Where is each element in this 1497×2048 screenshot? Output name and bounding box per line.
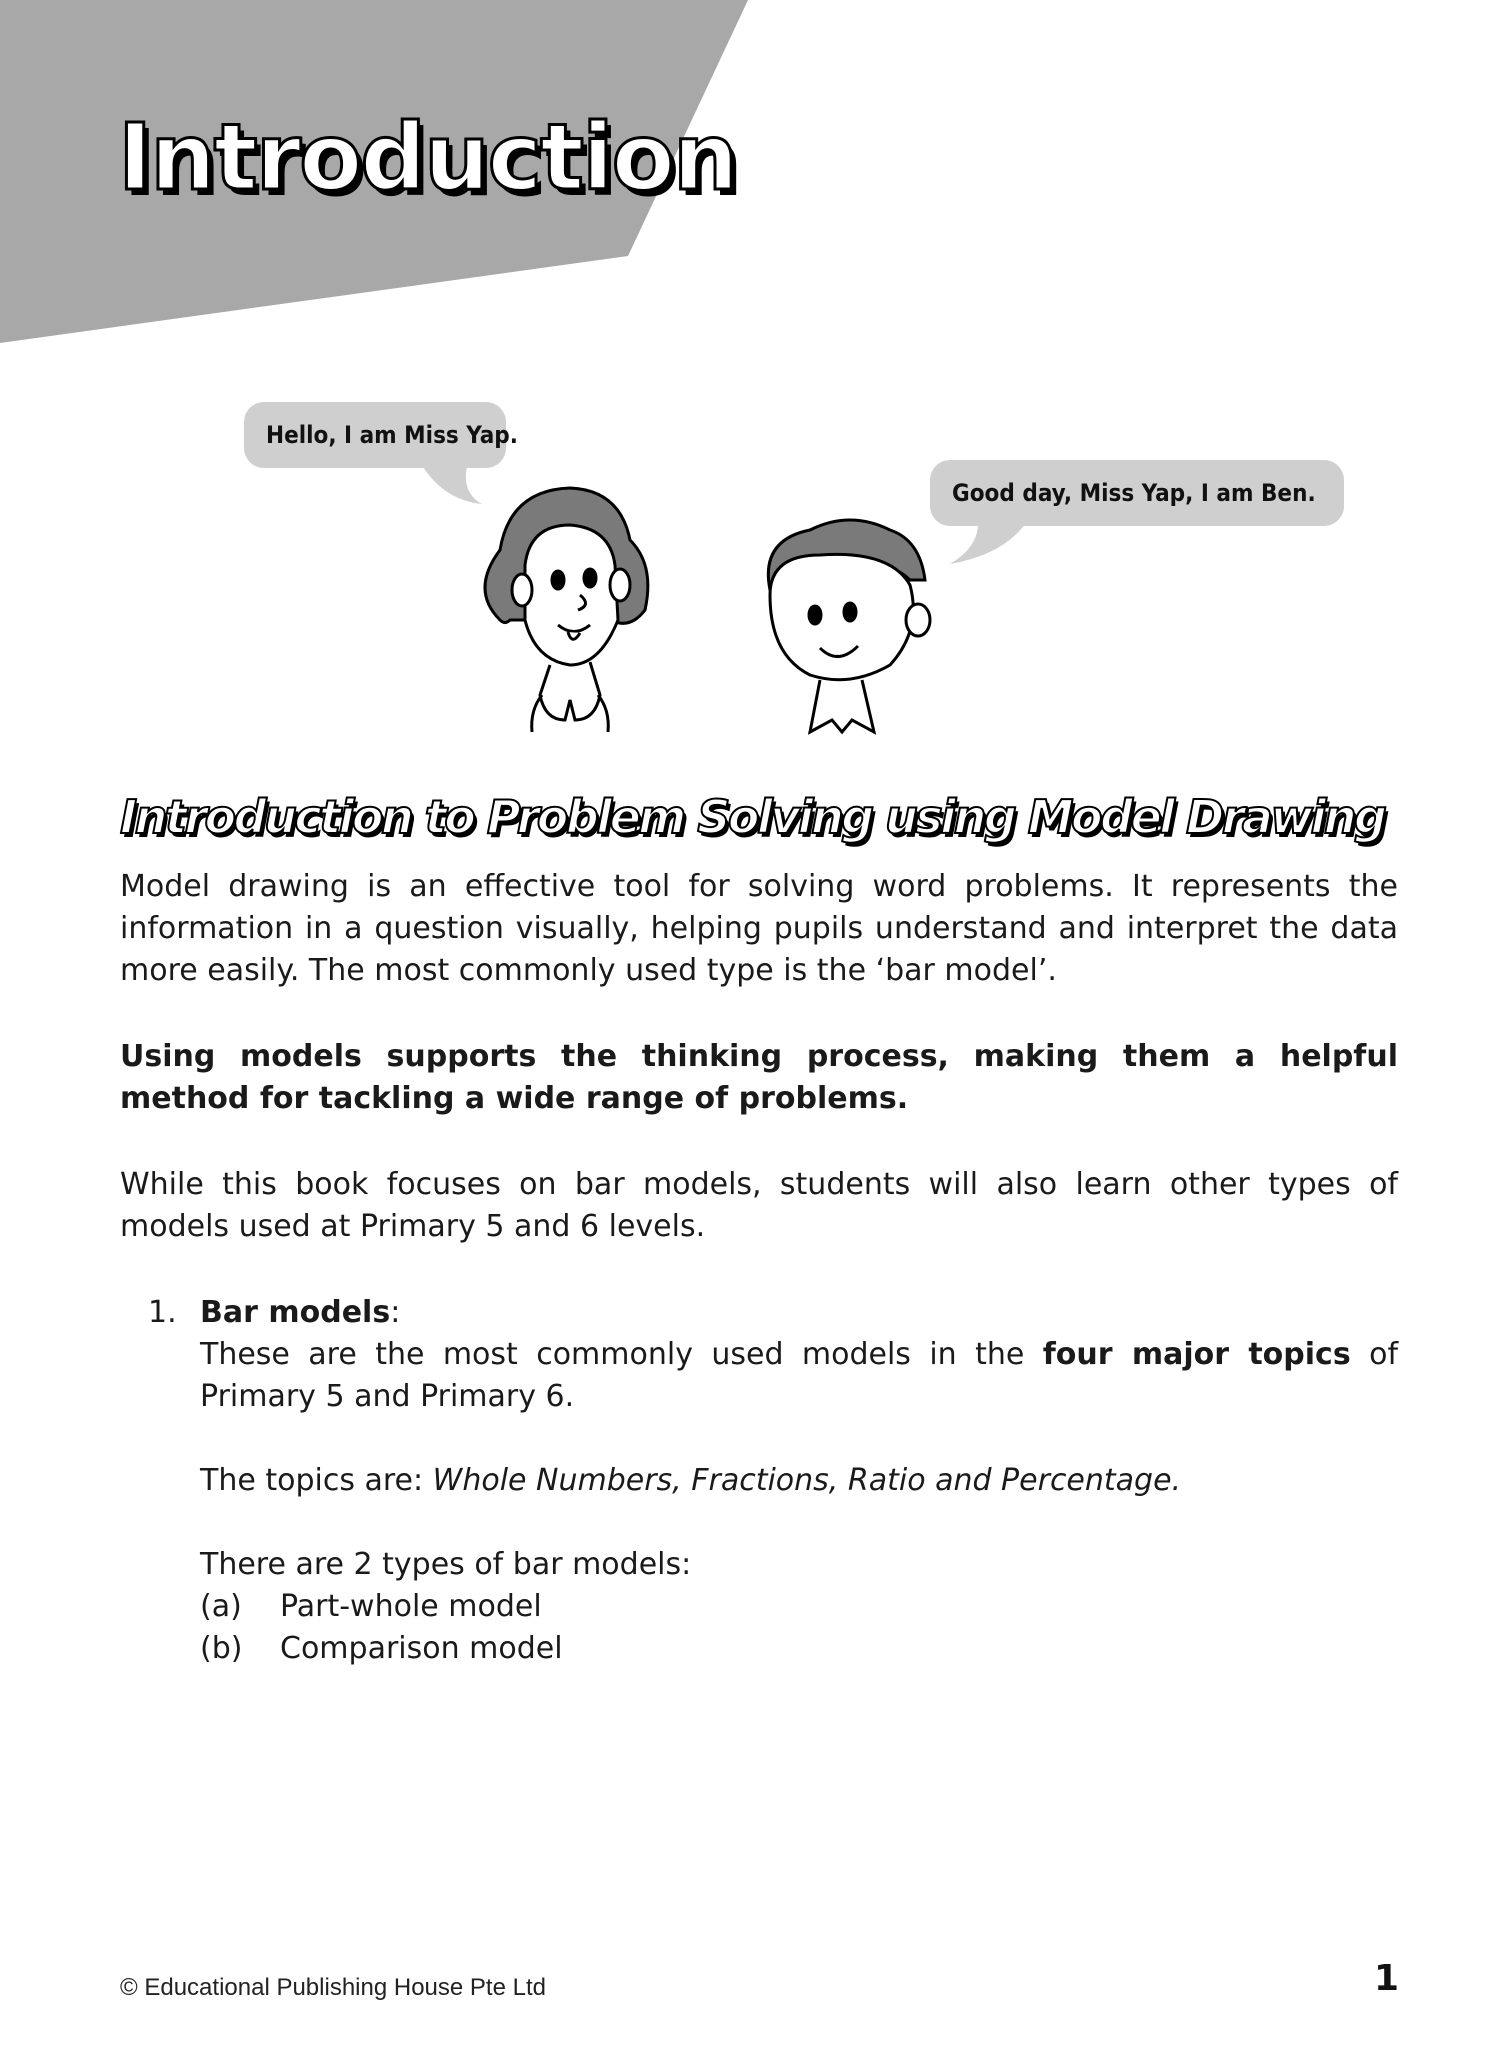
emphasis-paragraph: Using models supports the thinking process, making them a helpful method for tackling a wide range of problems. (120, 1039, 1398, 1116)
student-speech-bubble (930, 460, 1344, 526)
sub-item-comparison (200, 1628, 1398, 1670)
list-number: 1. (148, 1295, 177, 1330)
teacher-illustration (485, 488, 648, 732)
list-item-description: These are the most commonly used models in the four major topics of Primary 5 and Primary 6. (200, 1337, 1399, 1414)
intro-paragraph: Model drawing is an effective tool for solving word problems. It represents the information in a question visually, helping pupils understand and interpret the data more easily. The most commonly used type is the ‘bar model’. (120, 869, 1398, 988)
types-intro: There are 2 types of bar models: (200, 1547, 692, 1582)
copyright-footer: © Educational Publishing House Pte Ltd (120, 1974, 546, 2001)
page-title: Introduction (118, 104, 737, 211)
sub-item-label: (a) (200, 1589, 242, 1624)
sub-item-label: (b) (200, 1631, 243, 1666)
teacher-speech-bubble (244, 402, 518, 468)
characters-illustration (470, 470, 990, 740)
page-number: 1 (1374, 1958, 1400, 1999)
student-illustration (768, 520, 930, 732)
list-item-content (200, 1292, 1398, 1670)
teacher-speech-text: Hello, I am Miss Yap. (266, 421, 518, 449)
student-speech-text: Good day, Miss Yap, I am Ben. (952, 479, 1316, 507)
sub-item-text: Comparison model (280, 1631, 563, 1666)
section-heading: Introduction to Problem Solving using Model Drawing (120, 790, 1385, 844)
sub-item-part-whole (200, 1586, 1398, 1628)
scope-paragraph: While this book focuses on bar models, students will also learn other types of models used at Primary 5 and 6 levels. (120, 1167, 1398, 1244)
sub-item-text: Part-whole model (280, 1589, 542, 1624)
list-item-heading: Bar models: (200, 1295, 401, 1330)
topics-line: The topics are: Whole Numbers, Fractions, Ratio and Percentage. (200, 1463, 1182, 1498)
